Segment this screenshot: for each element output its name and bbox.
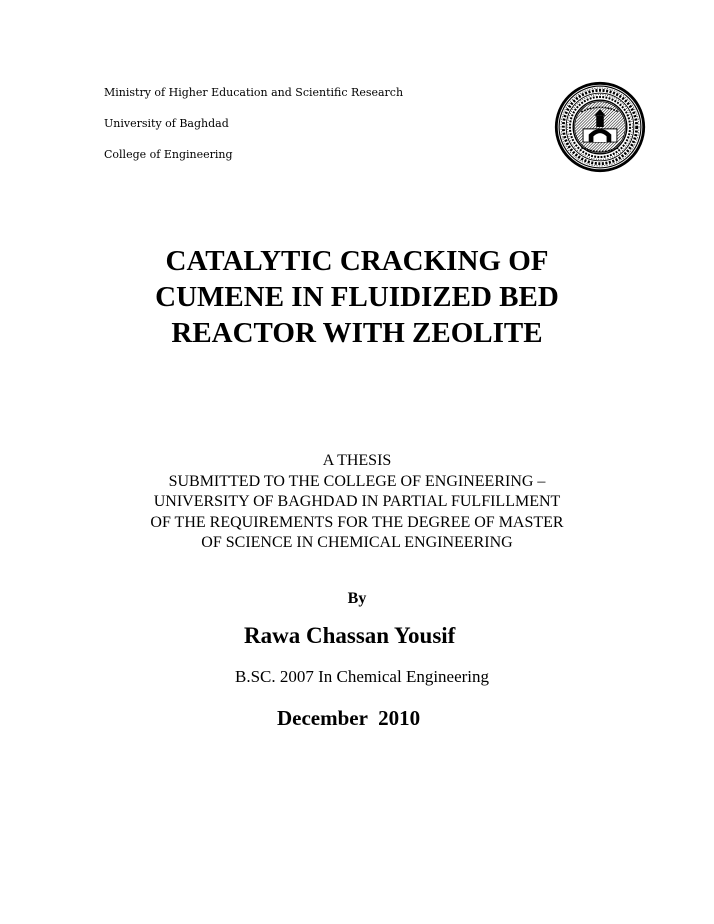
thesis-title bbox=[0, 243, 714, 351]
statement-line: SUBMITTED TO THE COLLEGE OF ENGINEERING – bbox=[168, 472, 546, 490]
thesis-title-line: CATALYTIC CRACKING OF bbox=[165, 245, 549, 277]
college-name: College of Engineering bbox=[104, 148, 233, 161]
thesis-statement bbox=[0, 451, 714, 554]
thesis-title-line: REACTOR WITH ZEOLITE bbox=[171, 317, 543, 349]
author-degree: B.SC. 2007 In Chemical Engineering bbox=[235, 667, 490, 686]
statement-line: UNIVERSITY OF BAGHDAD IN PARTIAL FULFILLMENT bbox=[153, 493, 561, 510]
university-name: University of Baghdad bbox=[104, 117, 229, 130]
thesis-title-line: CUMENE IN FLUIDIZED BED bbox=[155, 281, 559, 313]
ministry-name: Ministry of Higher Education and Scientific Research bbox=[104, 86, 404, 99]
university-seal-icon bbox=[553, 80, 647, 174]
statement-line: OF SCIENCE IN CHEMICAL ENGINEERING bbox=[201, 534, 513, 551]
statement-line: A THESIS bbox=[322, 452, 392, 469]
submission-date: December 2010 bbox=[277, 706, 421, 730]
by-label: By bbox=[347, 590, 367, 607]
author-name: Rawa Chassan Yousif bbox=[244, 623, 456, 648]
statement-line: OF THE REQUIREMENTS FOR THE DEGREE OF MASTER bbox=[150, 513, 564, 531]
